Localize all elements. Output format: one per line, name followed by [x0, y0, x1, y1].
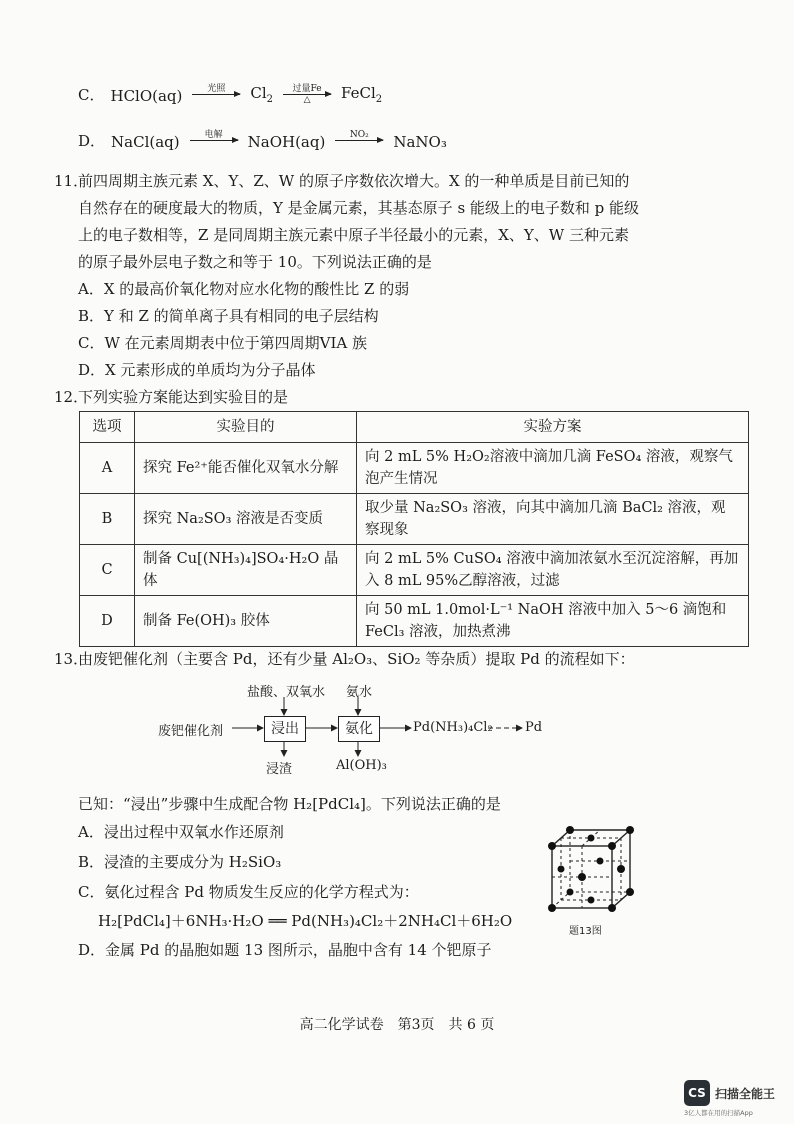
q11-option-c: C．W 在元素周期表中位于第四周期VIA 族 — [78, 334, 368, 352]
reaction-arrow: NO₂ — [335, 130, 383, 151]
flow-input: 废钯催化剂 — [158, 724, 224, 739]
q13-option-a: A．浸出过程中双氧水作还原剂 — [78, 823, 284, 841]
q13-option-b: B．浸渣的主要成分为 H₂SiO₃ — [78, 853, 282, 871]
intermediate: NaOH(aq) — [247, 133, 326, 151]
q11-option-b: B．Y 和 Z 的简单离子具有相同的电子层结构 — [78, 307, 379, 325]
watermark-tagline: 3亿人都在用的扫描App — [684, 1109, 753, 1117]
table-cell-option: D — [80, 596, 135, 647]
flow-final-product: Pd — [525, 720, 543, 735]
page-footer: 高二化学试卷 第3页 共 6 页 — [299, 1017, 495, 1033]
q13-known: 已知：“浸出”步骤中生成配合物 H₂[PdCl₄]。下列说法正确的是 — [78, 795, 501, 813]
q11-option-a: A．X 的最高价氧化物对应水化物的酸性比 Z 的弱 — [78, 280, 410, 298]
q13-stem: 由废钯催化剂（主要含 Pd，还有少量 Al₂O₃、SiO₂ 等杂质）提取 Pd 的流程如下： — [78, 650, 635, 668]
product: NaNO₃ — [393, 133, 447, 151]
flow-box-leaching: 浸出 — [264, 716, 306, 742]
product: FeCl$_2$ — [341, 84, 383, 105]
flow-box-ammoniation: 氨化 — [338, 716, 380, 742]
intermediate: $Cl_2$ — [250, 84, 274, 105]
q13-equation: H₂[PdCl₄]＋6NH₃·H₂O ══ Pd(NH₃)₄Cl₂＋2NH₄Cl＋6H₂O — [98, 912, 513, 930]
table-cell-goal: 制备 Cu[(NH₃)₄]SO₄·H₂O 晶体 — [135, 545, 357, 596]
q11-number: 11． — [54, 172, 89, 190]
table-cell-option: B — [80, 494, 135, 545]
table-cell-goal: 探究 Fe²⁺能否催化双氧水分解 — [135, 443, 357, 494]
q11-stem-line: 上的电子数相等，Z 是同周期主族元素中原子半径最小的元素，X、Y、W 三种元素 — [78, 226, 629, 244]
reactant: NaCl(aq) — [111, 133, 180, 151]
table-cell-option: A — [80, 443, 135, 494]
table-cell-plan: 取少量 Na₂SO₃ 溶液，向其中滴加几滴 BaCl₂ 溶液，观察现象 — [357, 494, 749, 545]
q10-option-c: C． HClO(aq) 光照 $Cl_2$ 过量Fe △ FeCl$_2$ — [78, 84, 383, 105]
table-header: 选项 — [80, 412, 135, 443]
figure-caption: 题13图 — [569, 926, 602, 937]
q10-option-d: D． NaCl(aq) 电解 NaOH(aq) NO₂ NaNO₃ — [78, 130, 447, 151]
watermark-name: 扫描全能王 — [715, 1086, 776, 1101]
q13-option-d: D．金属 Pd 的晶胞如题 13 图所示，晶胞中含有 14 个钯原子 — [78, 941, 492, 959]
q11-stem-line: 前四周期主族元素 X、Y、Z、W 的原子序数依次增大。X 的一种单质是目前已知的 — [78, 172, 630, 190]
reaction-arrow: 电解 — [190, 130, 238, 151]
scanner-watermark — [684, 1080, 775, 1117]
q13-number: 13． — [54, 650, 89, 668]
reaction-arrow: 过量Fe △ — [283, 84, 331, 105]
q11-stem-line: 的原子最外层电子数之和等于 10。下列说法正确的是 — [78, 253, 432, 271]
q11-stem-line: 自然存在的硬度最大的物质，Y 是金属元素，其基态原子 s 能级上的电子数和 p 能级 — [78, 199, 640, 217]
flow-product: Pd(NH₃)₄Cl₂ — [413, 720, 493, 735]
table-cell-goal: 探究 Na₂SO₃ 溶液是否变质 — [135, 494, 357, 545]
table-header: 实验目的 — [135, 412, 357, 443]
flow-output-2: Al(OH)₃ — [336, 758, 387, 773]
camscanner-logo-icon: CS — [684, 1080, 710, 1106]
q12-stem: 下列实验方案能达到实验目的是 — [78, 388, 289, 406]
crystal-cell-figure — [540, 826, 636, 918]
flow-reagent-1: 盐酸、双氧水 — [247, 685, 326, 700]
q12-number: 12． — [54, 388, 89, 406]
flow-output-1: 浸渣 — [266, 762, 293, 777]
table-cell-plan: 向 50 mL 1.0mol·L⁻¹ NaOH 溶液中加入 5～6 滴饱和 FeCl₃ 溶液，加热煮沸 — [357, 596, 749, 647]
flow-reagent-2: 氨水 — [346, 685, 373, 700]
table-cell-goal: 制备 Fe(OH)₃ 胶体 — [135, 596, 357, 647]
table-cell-option: C — [80, 545, 135, 596]
table-header: 实验方案 — [357, 412, 749, 443]
reaction-arrow: 光照 — [192, 84, 240, 105]
reactant: HClO(aq) — [110, 87, 183, 105]
table-cell-plan: 向 2 mL 5% H₂O₂溶液中滴加几滴 FeSO₄ 溶液，观察气泡产生情况 — [357, 443, 749, 494]
table-cell-plan: 向 2 mL 5% CuSO₄ 溶液中滴加浓氨水至沉淀溶解，再加入 8 mL 95%乙醇溶液，过滤 — [357, 545, 749, 596]
q13-option-c: C．氨化过程含 Pd 物质发生反应的化学方程式为： — [78, 883, 419, 901]
q11-option-d: D．X 元素形成的单质均为分子晶体 — [78, 361, 316, 379]
